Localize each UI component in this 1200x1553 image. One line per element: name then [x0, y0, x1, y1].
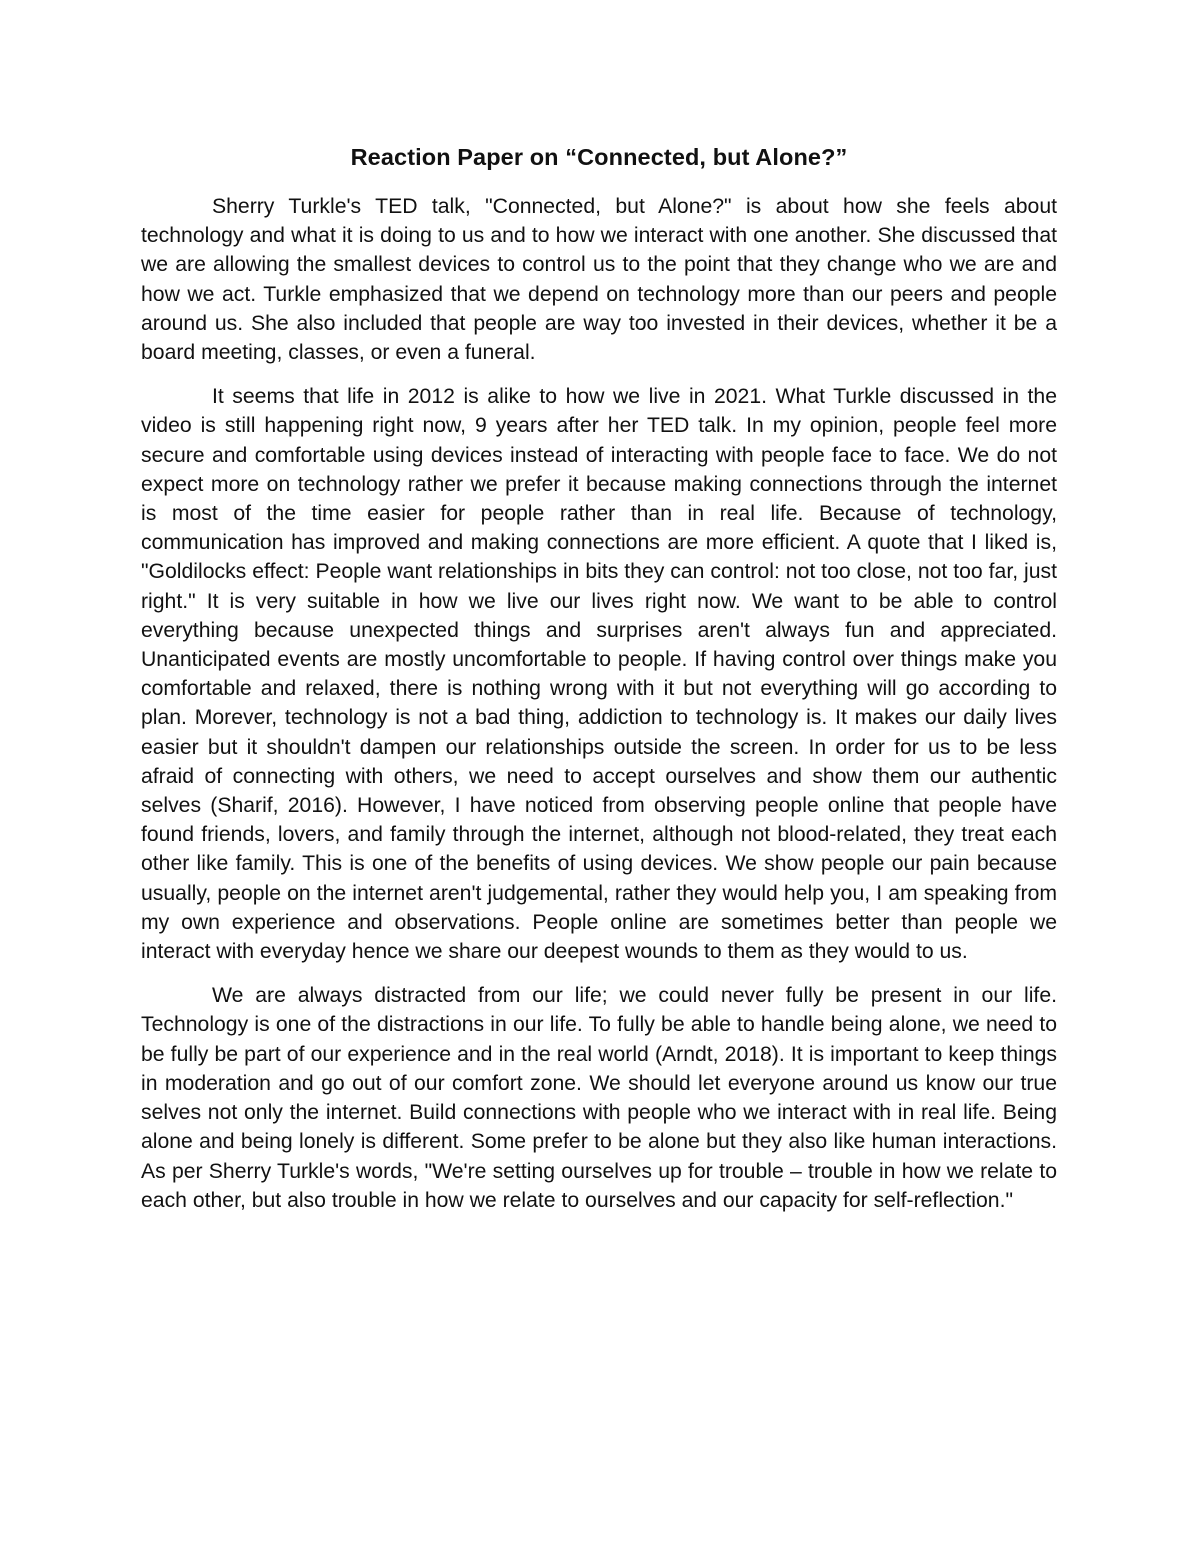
- document-title: Reaction Paper on “Connected, but Alone?”: [350, 144, 848, 170]
- paragraph-2: It seems that life in 2012 is alike to how we live in 2021. What Turkle discussed in the video is still happening right now, 9 years after her TED talk. In my opinion, people feel more secure and comfortable using devices instead of interacting with people face to face. We do not expect more on technology rather we prefer it because making connections through the internet is most of the time easier for people rather than in real life. Because of technology, communication has improved and making connections are more efficient. A quote that I liked is, "Goldilocks effect: People want relationships in bits they can control: not too close, not too far, just right." It is very suitable in how we live our lives right now. We want to be able to control everything because unexpected things and surprises aren't always fun and appreciated. Unanticipated events are mostly uncomfortable to people. If having control over things make you comfortable and relaxed, there is nothing wrong with it but not everything will go according to plan. Morever, technology is not a bad thing, addiction to technology is. It makes our daily lives easier but it shouldn't dampen our relationships outside the screen. In order for us to be less afraid of connecting with others, we need to accept ourselves and show them our authentic selves (Sharif, 2016). However, I have noticed from observing people online that people have found friends, lovers, and family through the internet, although not blood-related, they treat each other like family. This is one of the benefits of using devices. We show people our pain because usually, people on the internet aren't judgemental, rather they would help you, I am speaking from my own experience and observations. People online are sometimes better than people we interact with everyday hence we share our deepest wounds to them as they would to us.: [141, 385, 1057, 964]
- paragraph-3: We are always distracted from our life; we could never fully be present in our life. Technology is one of the distractions in our life. To fully be able to handle being alone, we need to be fully be part of our experience and in the real world (Arndt, 2018). It is important to keep things in moderation and go out of our comfort zone. We should let everyone around us know our true selves not only the internet. Build connections with people who we interact with in real life. Being alone and being lonely is different. Some prefer to be alone but they also like human interactions. As per Sherry Turkle's words, "We're setting ourselves up for trouble – trouble in how we relate to each other, but also trouble in how we relate to ourselves and our capacity for self-reflection.": [141, 984, 1057, 1212]
- paragraph-1: Sherry Turkle's TED talk, "Connected, but Alone?" is about how she feels about technology and what it is doing to us and to how we interact with one another. She discussed that we are allowing the smallest devices to control us to the point that they change who we are and how we act. Turkle emphasized that we depend on technology more than our peers and people around us. She also included that people are way too invested in their devices, whether it be a board meeting, classes, or even a funeral.: [141, 195, 1057, 365]
